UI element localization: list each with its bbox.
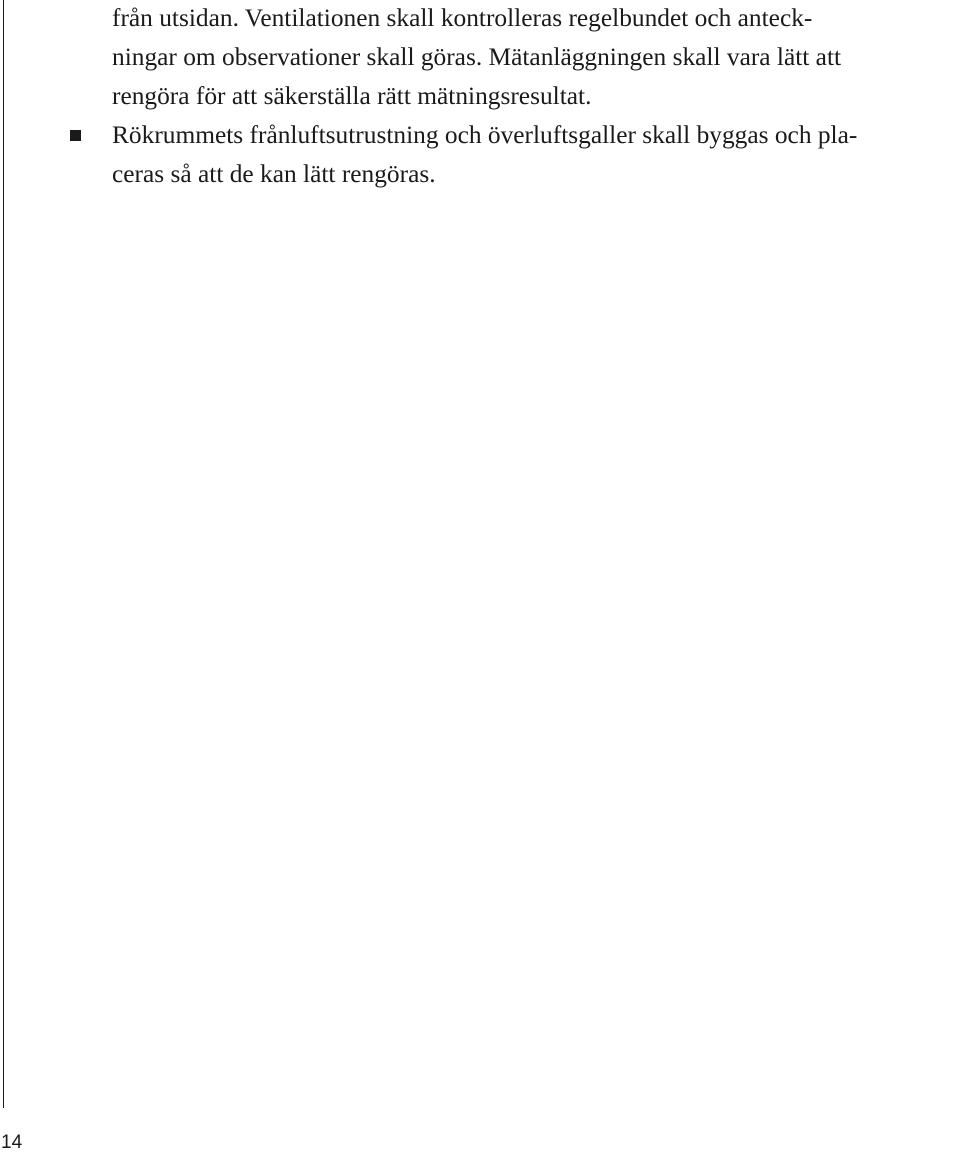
bullet-item xyxy=(112,116,957,194)
bullet-line: Rökrummets frånluftsutrustning och överluftsgaller skall byggas och pla- xyxy=(112,121,858,149)
paragraph-line: rengöra för att säkerställa rätt mätningsresultat. xyxy=(112,82,592,110)
paragraph-continuation xyxy=(112,0,957,116)
page-number: 14 xyxy=(1,1132,23,1153)
margin-rule xyxy=(3,0,4,1108)
bullet-line: ceras så att de kan lätt rengöras. xyxy=(112,160,436,188)
square-bullet-icon xyxy=(70,130,81,141)
paragraph-line: ningar om observationer skall göras. Mätanläggningen skall vara lätt att xyxy=(112,43,842,71)
body-text xyxy=(112,0,957,194)
paragraph-line: från utsidan. Ventilationen skall kontrolleras regelbundet och anteck- xyxy=(112,4,813,32)
